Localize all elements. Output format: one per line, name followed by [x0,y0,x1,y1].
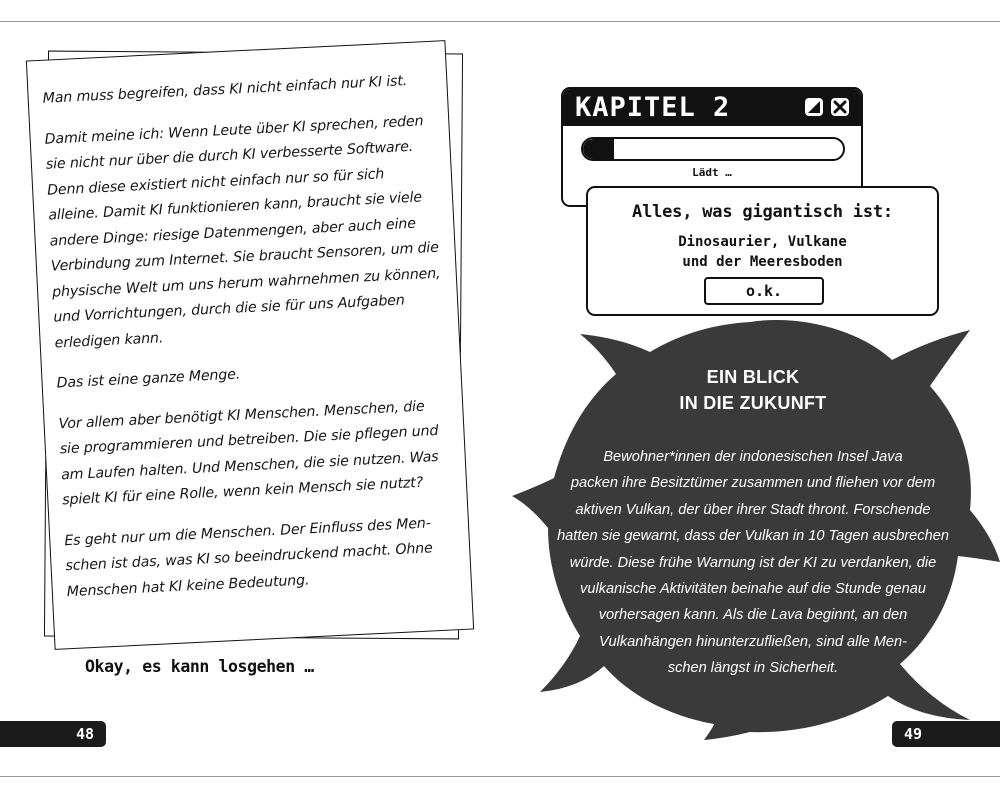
future-heading-line-1: EIN BLICK [706,367,800,387]
future-heading [546,364,960,416]
loading-progress-fill [583,139,614,159]
close-icon[interactable] [831,98,849,116]
story-line: packen ihre Besitztümer zusammen und fliehen vor dem [570,475,936,492]
left-caption: Okay, es kann losgehen … [85,657,314,676]
story-line: hatten sie gewarnt, dass der Vulkan in 10 Tagen ausbrechen [557,528,949,545]
chapter-window-titlebar [563,89,861,126]
paragraph-5: Es geht nur um die Menschen. Der Einfluss des Menschen ist das, was KI so beeindruckend macht. Ohne Menschen hat KI keine Bedeutung. [63,514,434,600]
alert-dialog [586,186,939,316]
future-box [546,364,960,682]
future-story [546,444,960,682]
story-line: Vulkanhängen hinunterzufließen, sind alle Men- [598,633,908,650]
paper-sheet-front [26,40,474,650]
alert-body-line-2: und der Meeresboden [682,254,843,270]
alert-body-line-1: Dinosaurier, Vulkane [678,234,847,250]
page-number-right: 49 [892,721,1000,747]
story-line: Bewohner*innen der indonesischen Insel Java [603,449,903,465]
paragraph-3: Das ist eine ganze Menge. [56,366,241,392]
loading-progress-bar [581,137,845,161]
story-line: aktiven Vulkan, der über ihrer Stadt thront. Forschende [575,501,931,518]
story-line: würde. Diese frühe Warnung ist der KI zu verdanken, die [569,554,937,571]
paragraph-1: Man muss begreifen, dass KI nicht einfach nur KI ist. [42,73,408,107]
paragraph-4: Vor allem aber benötigt KI Menschen. Menschen, die sie programmieren und betreiben. Die sie pflegen und am Laufen halten. Und Menschen, die sie nutzen. Was spielt KI für eine Rolle, wenn kein Mensch sie nutzt? [58,398,439,509]
chapter-title: KAPITEL 2 [575,92,731,123]
loading-label: Lädt … [692,166,732,179]
page-number-left: 48 [0,721,106,747]
alert-body [588,232,937,272]
story-line: vulkanische Aktivitäten beinahe auf die Stunde genau [580,581,926,598]
ok-button[interactable]: o.k. [704,277,824,305]
alert-heading: Alles, was gigantisch ist: [632,202,893,222]
story-line: schen längst in Sicherheit. [667,660,839,677]
future-heading-line-2: IN DIE ZUKUNFT [679,393,827,413]
paragraph-2: Damit meine ich: Wenn Leute über KI sprechen, reden sie nicht nur über die durch KI verbesserte Software. Denn diese existiert nicht einfach nur so für sich alleine. Damit KI funktionieren kann, braucht sie viele andere Dinge: riesige Datenmengen, aber auch eine Verbindung zum Internet. Sie braucht Sensoren, um die physische Welt um uns herum wahrnehmen zu können, und Vorrichtungen, durch die sie für uns Aufgaben erledigen kann. [44,112,441,352]
story-line: vorhersagen kann. Als die Lava beginnt, an den [598,607,908,624]
minimize-icon[interactable] [805,98,823,116]
